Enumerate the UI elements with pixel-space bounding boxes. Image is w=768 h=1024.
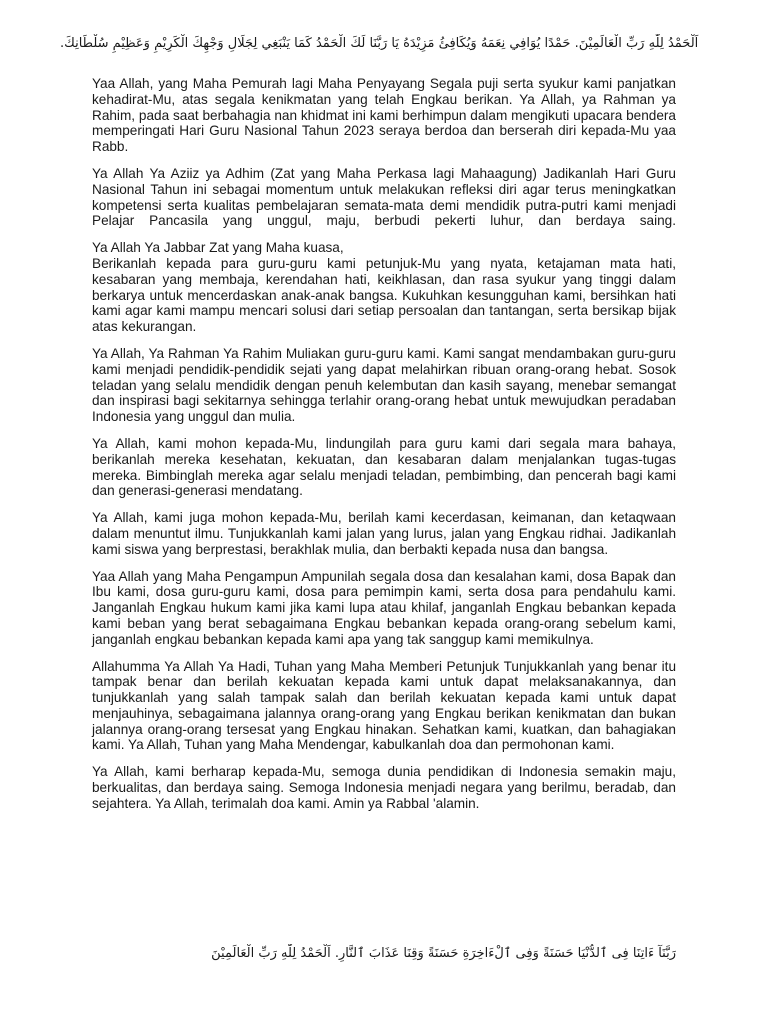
paragraph-hari-guru-reflection: Ya Allah Ya Aziiz ya Adhim (Zat yang Maha Perkasa lagi Mahaagung) Jadikanlah Hari Guru Nasional Tahun ini sebagai momentum untuk melakukan refleksi diri agar terus meningkatkan kompetensi serta kualitas pembelajaran semata-mata demi mendidik putra-putri kami menjadi Pelajar Pancasila yang unggul, maju, berbudi pekerti luhur, dan berdaya saing. bbox=[92, 165, 676, 229]
paragraph-teacher-guidance: Berikanlah kepada para guru-guru kami petunjuk-Mu yang nyata, ketajaman mata hati, kesabaran yang membaja, kerendahan hati, keikhlasan, dan rasa syukur yang tinggi dalam berkarya untuk mencerdaskan anak-anak bangsa. Kukuhkan kesungguhan kami, bersihkan hati kami agar kami mampu mencari solusi dari setiap persoalan dan tantangan, serta bersikap bijak atas kekurangan. bbox=[92, 255, 676, 335]
paragraph-ya-jabbar-heading: Ya Allah Ya Jabbar Zat yang Maha kuasa, bbox=[92, 240, 344, 256]
paragraph-opening-praise: Yaa Allah, yang Maha Pemurah lagi Maha Penyayang Segala puji serta syukur kami panjatkan kehadirat-Mu, atas segala kenikmatan yang telah Engkau berikan. Ya Allah, ya Rahman ya Rahim, pada saat berbahagia nan khidmat ini kami berhimpun dalam mengikuti upacara bendera memperingati Hari Guru Nasional Tahun 2023 seraya berdoa dan berserah diri kepada-Mu yaa Rabb. bbox=[92, 76, 676, 155]
paragraph-protect-teachers: Ya Allah, kami mohon kepada-Mu, lindungilah para guru kami dari segala mara bahaya, berikanlah mereka kesehatan, kekuatan, dan kesabaran dalam menjalankan tugas-tugas mereka. Bimbinglah mereka agar selalu menjadi teladan, pembimbing, dan pencerah bagi kami dan generasi-generasi mendatang. bbox=[92, 435, 676, 499]
paragraph-student-request: Ya Allah, kami juga mohon kepada-Mu, berilah kami kecerdasan, keimanan, dan ketaqwaan dalam menuntut ilmu. Tunjukkanlah kami jalan yang lurus, jalan yang Engkau ridhai. Jadikanlah kami siswa yang berprestasi, berakhlak mulia, dan berbakti kepada nusa dan bangsa. bbox=[92, 510, 676, 557]
prayer-body bbox=[92, 76, 676, 823]
paragraph-forgiveness: Yaa Allah yang Maha Pengampun Ampunilah segala dosa dan kesalahan kami, dosa Bapak dan Ibu kami, dosa guru-guru kami, dosa para pemimpin kami, serta dosa para pendahulu kami. Janganlah Engkau hukum kami jika kami lupa atau khilaf, janganlah Engkau bebankan kepada kami beban yang berat sebagaimana Engkau bebankan kepada orang-orang sebelum kami, janganlah engkau bebankan kepada kami apa yang tak sanggup kami memikulnya. bbox=[92, 568, 676, 647]
arabic-closing-prayer: رَبَّنَآ ءَاتِنَا فِى ٱلدُّنْيَا حَسَنَةً وَفِى ٱلْءَاخِرَةِ حَسَنَةً وَقِنَا عَذَابَ ٱلنَّارِ. اَلْحَمْدُ لِلّٰهِ رَبِّ الْعَالَمِيْنَ bbox=[211, 946, 676, 961]
paragraph-closing-hope: Ya Allah, kami berharap kepada-Mu, semoga dunia pendidikan di Indonesia semakin maju, berkualitas, dan berdaya saing. Semoga Indonesia menjadi negara yang berilmu, beradab, dan sejahtera. Ya Allah, terimalah doa kami. Amin ya Rabbal 'alamin. bbox=[92, 764, 676, 811]
paragraph-honor-teachers: Ya Allah, Ya Rahman Ya Rahim Muliakan guru-guru kami. Kami sangat mendambakan guru-guru kami menjadi pendidik-pendidik sejati yang dapat melahirkan ribuan orang-orang hebat. Sosok teladan yang selalu mendidik dengan penuh kelembutan dan kasih sayang, menebar semangat dan inspirasi bagi sekitarnya sehingga terlahir orang-orang hebat untuk mewujudkan peradaban Indonesia yang unggul dan mulia. bbox=[92, 345, 676, 425]
paragraph-guidance: Allahumma Ya Allah Ya Hadi, Tuhan yang Maha Memberi Petunjuk Tunjukkanlah yang benar itu tampak benar dan berilah kekuatan kepada kami untuk dapat melaksanakannya, dan tunjukkanlah yang salah tampak salah dan berilah kekuatan kepada kami untuk dapat menjauhinya, sebagaimana jalannya orang-orang yang Engkau berikan kenikmatan dan bukan jalannya orang-orang tersesat yang Engkau hinakan. Sehatkan kami, kuatkan, dan bahagiakan kami. Ya Allah, Tuhan yang Maha Mendengar, kabulkanlah doa dan permohonan kami. bbox=[92, 658, 676, 753]
arabic-opening-prayer: اَلْحَمْدُ لِلّٰهِ رَبِّ الْعَالَمِيْنَ. حَمْدًا يُوَافِي نِعَمَهُ وَيُكَافِئُ مَزِيْدَهُ يَا رَبَّنَا لَكَ الْحَمْدُ كَمَا يَنْبَغِي لِجَلَالِ وَجْهِكَ الْكَرِيْمِ وَعَظِيْمِ سُلْطَانِكَ. bbox=[60, 36, 699, 51]
